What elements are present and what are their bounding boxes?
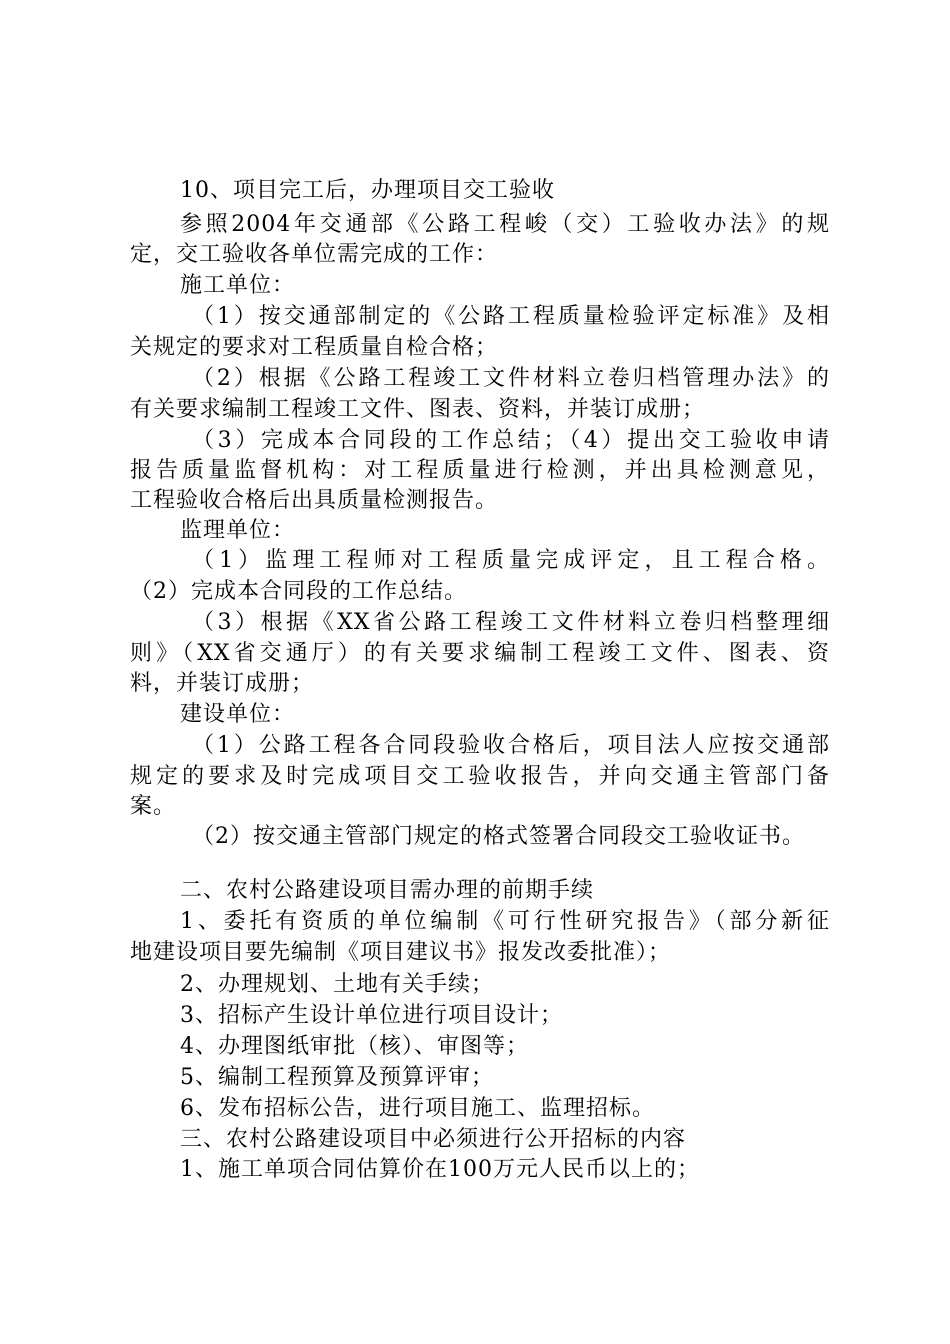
list-item-line: （2）根据《公路工程竣工文件材料立卷归档管理办法》的 bbox=[192, 366, 830, 391]
unit-heading: 监理单位： bbox=[180, 518, 296, 543]
list-item-line: 1、委托有资质的单位编制《可行性研究报告》（部分新征 bbox=[180, 909, 830, 934]
list-item-line: 3、招标产生设计单位进行项目设计； bbox=[180, 1003, 563, 1028]
list-item-line: 4、办理图纸审批（核）、审图等； bbox=[180, 1034, 529, 1059]
paragraph-line: 参照2004年交通部《公路工程峻（交）工验收办法》的规 bbox=[180, 212, 830, 237]
section-heading: 二、农村公路建设项目需办理的前期手续 bbox=[180, 878, 595, 903]
section-heading: 10、项目完工后，办理项目交工验收 bbox=[180, 178, 555, 203]
list-item-line: 2、办理规划、土地有关手续； bbox=[180, 972, 494, 997]
list-item-line: 1、施工单项合同估算价在100万元人民币以上的； bbox=[180, 1157, 700, 1182]
list-item-line: 报告质量监督机构：对工程质量进行检测，并出具检测意见， bbox=[130, 458, 830, 483]
list-item-line: 则》（XX省交通厅）的有关要求编制工程竣工文件、图表、资 bbox=[130, 641, 830, 666]
unit-heading: 建设单位： bbox=[180, 702, 296, 727]
list-item-line: （3）完成本合同段的工作总结；（4）提出交工验收申请 bbox=[192, 428, 830, 453]
list-item-line: 规定的要求及时完成项目交工验收报告，并向交通主管部门备 bbox=[130, 764, 830, 789]
list-item-line: （1）公路工程各合同段验收合格后，项目法人应按交通部 bbox=[192, 733, 830, 758]
unit-heading: 施工单位： bbox=[180, 273, 296, 298]
list-item-line: （3）根据《XX省公路工程竣工文件材料立卷归档整理细 bbox=[192, 610, 830, 635]
paragraph-line: 定，交工验收各单位需完成的工作： bbox=[130, 242, 499, 267]
list-item-line: （2）按交通主管部门规定的格式签署合同段交工验收证书。 bbox=[192, 824, 805, 849]
list-item-line: 地建设项目要先编制《项目建议书》报发改委批准）； bbox=[130, 940, 672, 965]
list-item-line: 有关要求编制工程竣工文件、图表、资料，并装订成册； bbox=[130, 397, 706, 422]
list-item-line: 6、发布招标公告，进行项目施工、监理招标。 bbox=[180, 1096, 655, 1121]
list-item-line: 5、编制工程预算及预算评审； bbox=[180, 1065, 494, 1090]
list-item-line: （2）完成本合同段的工作总结。 bbox=[130, 579, 467, 604]
list-item-line: （1）监理工程师对工程质量完成评定，且工程合格。 bbox=[192, 548, 830, 573]
list-item-line: 料，并装订成册； bbox=[130, 671, 315, 696]
list-item-line: 关规定的要求对工程质量自检合格； bbox=[130, 335, 499, 360]
list-item-line: 工程验收合格后出具质量检测报告。 bbox=[130, 488, 499, 513]
section-heading: 三、农村公路建设项目中必须进行公开招标的内容 bbox=[180, 1127, 687, 1152]
list-item-line: （1）按交通部制定的《公路工程质量检验评定标准》及相 bbox=[192, 304, 830, 329]
list-item-line: 案。 bbox=[130, 794, 177, 819]
